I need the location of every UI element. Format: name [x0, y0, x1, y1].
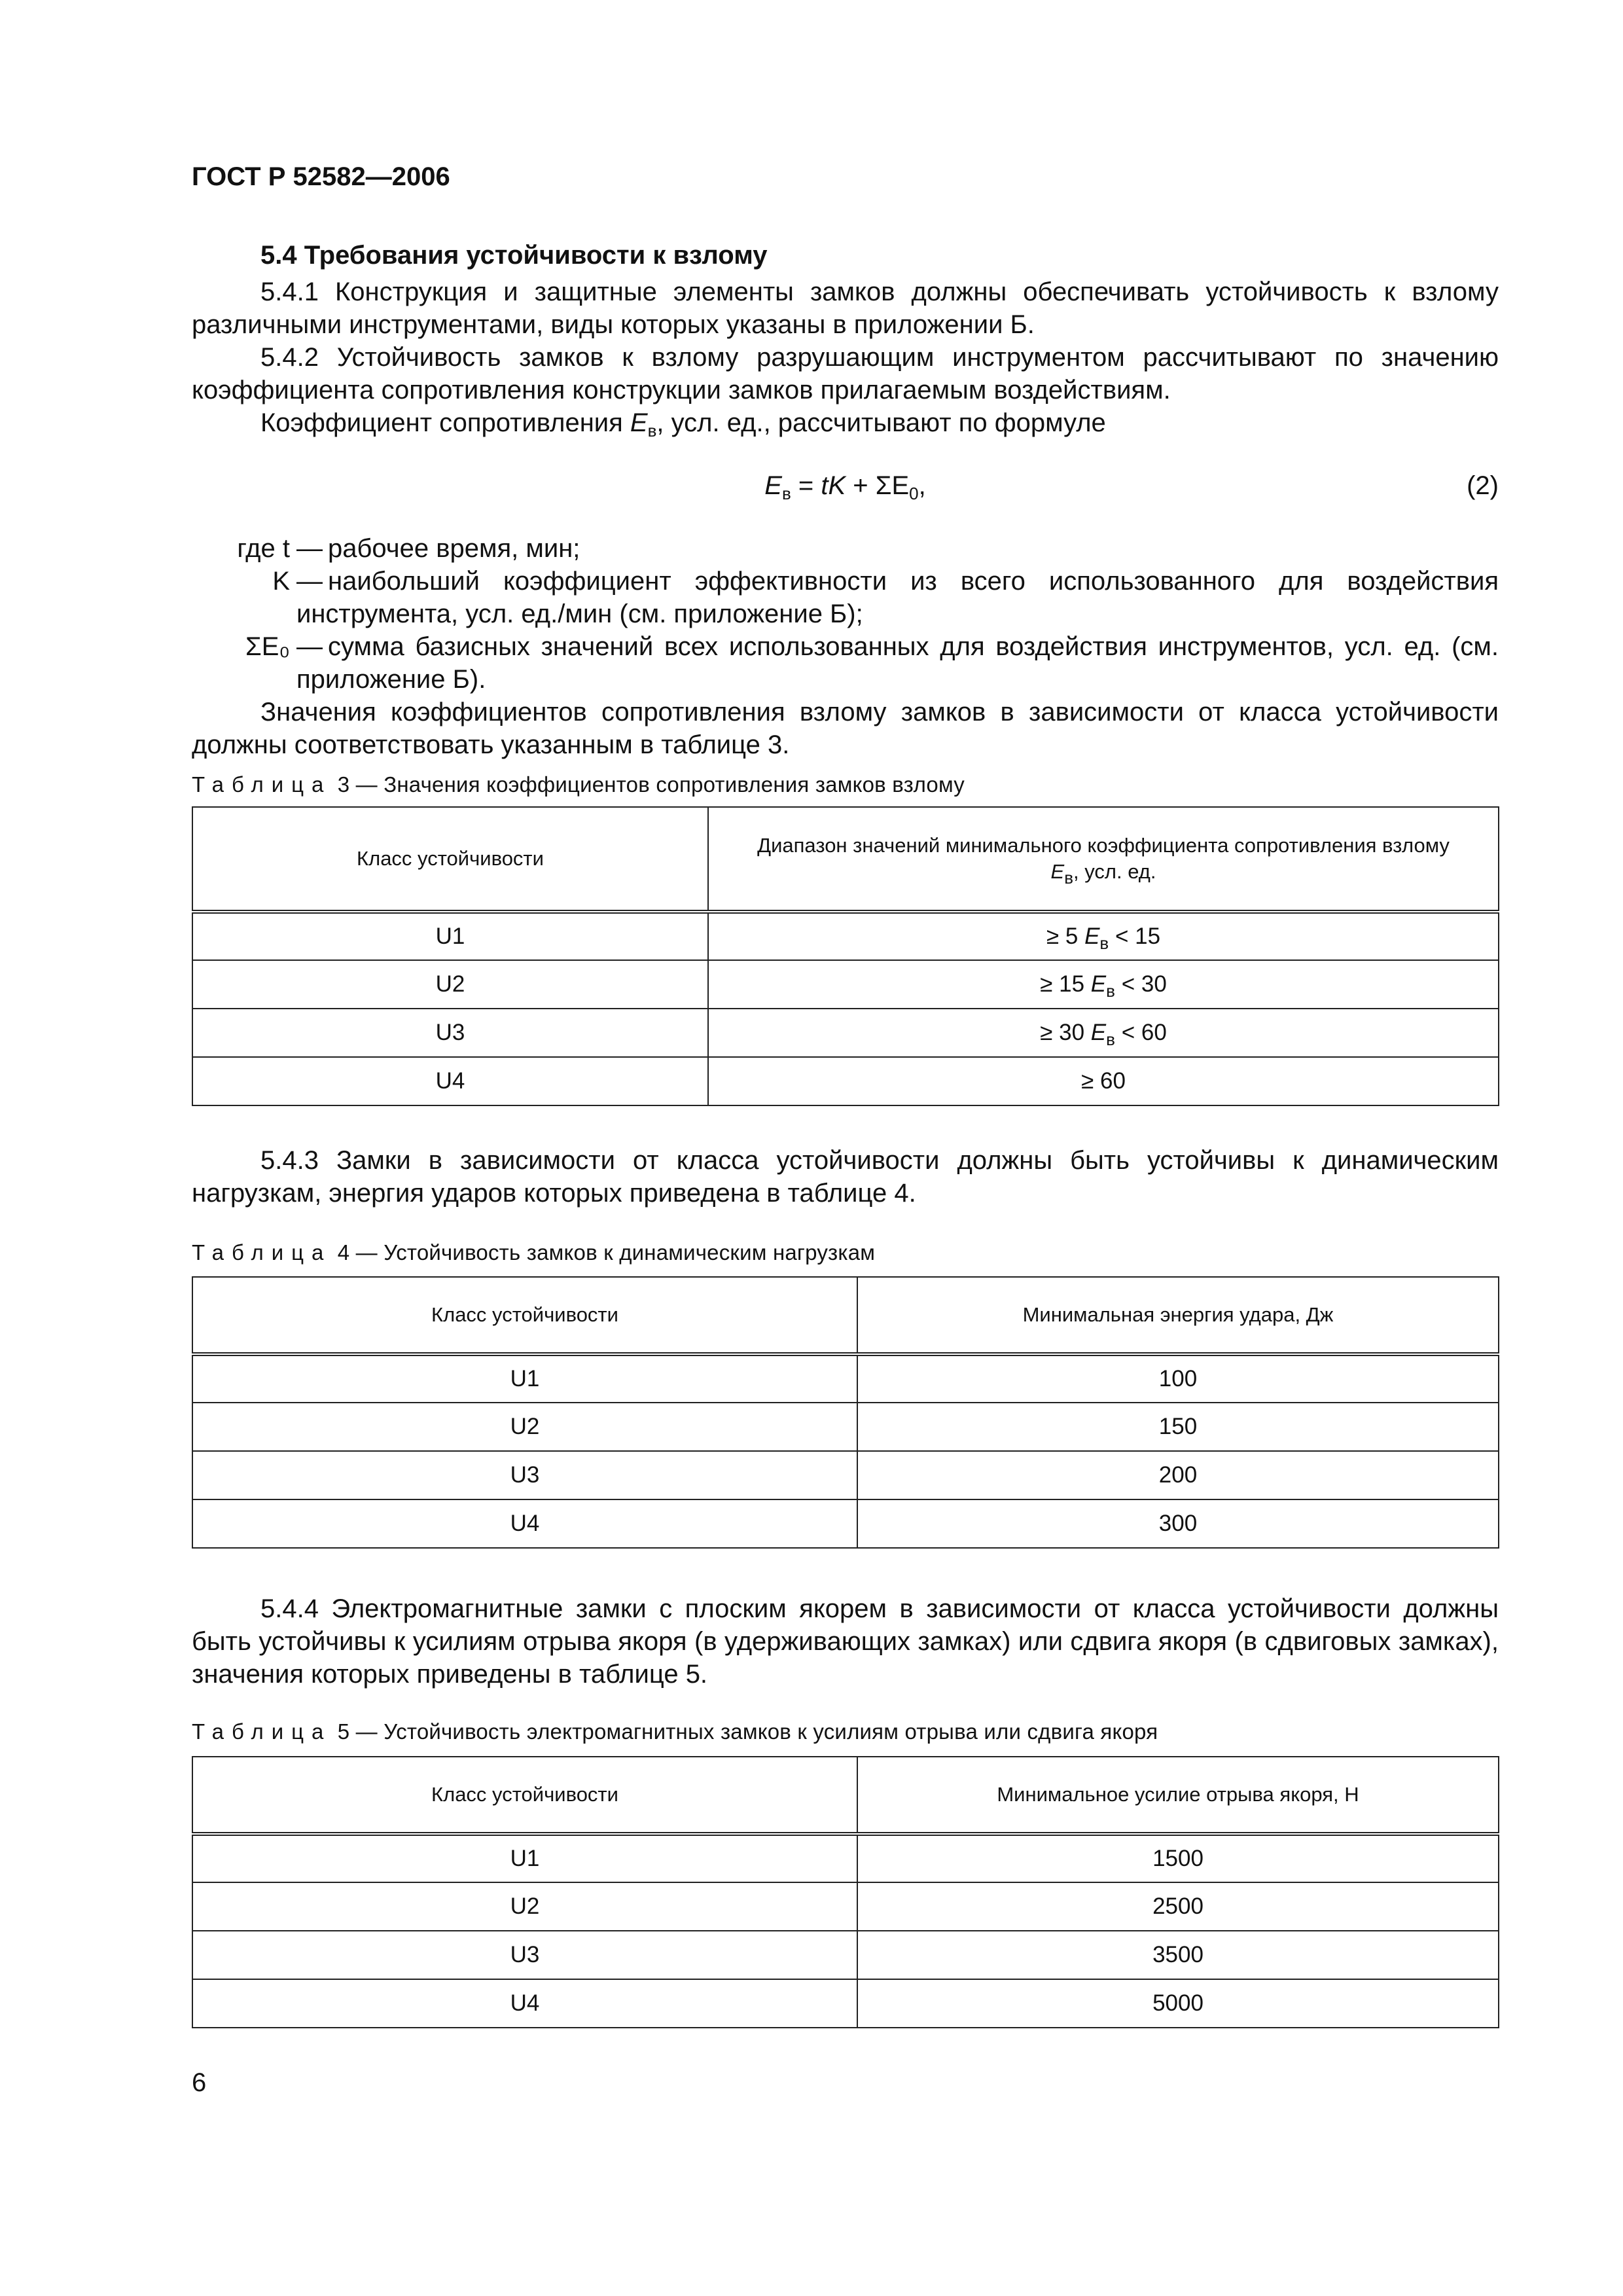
table4-cell-value: 300 [857, 1499, 1499, 1548]
table3-cell-class: U2 [192, 960, 708, 1009]
table4-caption [192, 1240, 875, 1265]
range-symbol: E [1084, 924, 1100, 949]
table4-cell-class: U2 [192, 1403, 857, 1451]
table3-col-class: Класс устойчивости [192, 807, 708, 912]
section-5-4-3 [192, 1144, 1499, 1210]
table-row [192, 1499, 1499, 1548]
where-text: наибольший коэффициент эффективности из всего использованного для воздействия инструмента, усл. ед./мин (см. приложение Б); [296, 567, 1499, 628]
table3-col-range-tail: , усл. ед. [1073, 860, 1156, 883]
formula-k: K [828, 471, 846, 500]
where-dash: — [296, 534, 323, 563]
table3-col-range-symbol: E [1050, 860, 1065, 883]
table5-cell-value: 3500 [857, 1931, 1499, 1979]
range-pre: ≥ 5 [1046, 924, 1085, 949]
table3-caption-word: Таблица [192, 772, 332, 797]
table3-cell-class: U3 [192, 1009, 708, 1057]
table3-header-row [192, 807, 1499, 912]
table5-header-row [192, 1757, 1499, 1834]
range-post: < 30 [1115, 971, 1167, 997]
table5-caption-text: 5 — Устойчивость электромагнитных замков к усилиям отрыва или сдвига якоря [337, 1719, 1158, 1744]
section-5-4 [192, 239, 1499, 761]
range-post: < 15 [1109, 924, 1161, 949]
table3-cell-range [708, 1009, 1499, 1057]
table4-cell-value: 200 [857, 1451, 1499, 1499]
coefficient-symbol: E [630, 408, 648, 437]
where-desc-e0 [296, 630, 1499, 696]
coefficient-intro-text: Коэффициент сопротивления [260, 408, 630, 437]
table3-col-range-text: Диапазон значений минимального коэффициента сопротивления взлому [757, 834, 1450, 857]
page-number: 6 [192, 2068, 207, 2097]
range-pre: ≥ 30 [1040, 1020, 1091, 1045]
table4-caption-text: 4 — Устойчивость замков к динамическим нагрузкам [337, 1240, 876, 1265]
formula-sum: + ΣE [846, 471, 910, 500]
range-sub: в [1106, 981, 1115, 1001]
where-list [192, 532, 1499, 696]
where-text: сумма базисных значений всех использованных для воздействия инструментов, усл. ед. (см. приложение Б). [296, 632, 1499, 694]
range-symbol: E [1090, 971, 1107, 997]
coefficient-subscript: в [647, 421, 657, 440]
formula-row [192, 469, 1499, 502]
paragraph-5-4-2: 5.4.2 Устойчивость замков к взлому разрушающим инструментом рассчитывают по значению коэффициента сопротивления конструкции замков прилагаемым воздействиям. [192, 343, 1499, 404]
where-desc-k [296, 565, 1499, 630]
table5-cell-value: 1500 [857, 1834, 1499, 1882]
table5-cell-class: U1 [192, 1834, 857, 1882]
table-row [192, 1009, 1499, 1057]
table3-caption-text: 3 — Значения коэффициентов сопротивления замков взлому [337, 772, 965, 797]
formula-comma: , [918, 471, 926, 500]
formula-lhs-sub: в [781, 484, 791, 503]
table5-caption-word: Таблица [192, 1719, 332, 1744]
paragraph-5-4-4: 5.4.4 Электромагнитные замки с плоским якорем в зависимости от класса устойчивости должны быть устойчивы к усилиям отрыва якоря (в удерживающих замках) или сдвига якоря (в сдвиговых замках), значения которых приведены в таблице 5. [192, 1594, 1499, 1689]
formula-t: t [821, 471, 829, 500]
table-row [192, 1834, 1499, 1882]
where-dash: — [296, 632, 323, 661]
coefficient-intro-tail: , усл. ед., рассчитывают по формуле [656, 408, 1106, 437]
table5-cell-value: 2500 [857, 1882, 1499, 1931]
table5-col-force: Минимальное усилие отрыва якоря, Н [857, 1757, 1499, 1834]
paragraph-values: Значения коэффициентов сопротивления взлому замков в зависимости от класса устойчивости должны соответствовать указанным в таблице 3. [192, 698, 1499, 759]
paragraph-5-4-1: 5.4.1 Конструкция и защитные элементы замков должны обеспечивать устойчивость к взлому различными инструментами, виды которых указаны в приложении Б. [192, 278, 1499, 339]
table3-cell-class: U1 [192, 912, 708, 960]
table4-cell-value: 150 [857, 1403, 1499, 1451]
table3-cell-class: U4 [192, 1057, 708, 1105]
table-row [192, 1451, 1499, 1499]
formula-lhs: E [764, 471, 782, 500]
table-row [192, 960, 1499, 1009]
table5 [192, 1756, 1499, 2028]
table3 [192, 806, 1499, 1106]
table5-caption [192, 1719, 1158, 1744]
section-heading: 5.4 Требования устойчивости к взлому [260, 241, 768, 270]
table5-cell-class: U4 [192, 1979, 857, 2028]
coefficient-intro [192, 406, 1499, 439]
table3-cell-range [708, 1057, 1499, 1105]
table3-cell-range [708, 960, 1499, 1009]
document-header: ГОСТ Р 52582—2006 [192, 162, 450, 191]
table4-cell-value: 100 [857, 1354, 1499, 1403]
table4-header-row [192, 1277, 1499, 1354]
where-symbol-e0: ΣE₀ [245, 632, 290, 661]
where-symbol-k: K [272, 567, 290, 596]
table4-cell-class: U4 [192, 1499, 857, 1548]
table5-cell-class: U2 [192, 1882, 857, 1931]
formula-equals: = [791, 471, 821, 500]
table5-cell-class: U3 [192, 1931, 857, 1979]
paragraph-5-4-3: 5.4.3 Замки в зависимости от класса устойчивости должны быть устойчивы к динамическим нагрузкам, энергия ударов которых приведена в таблице 4. [192, 1146, 1499, 1208]
range-sub: в [1099, 933, 1109, 953]
table-row [192, 1979, 1499, 2028]
formula [192, 469, 1499, 502]
table3-col-range-sub: в [1064, 868, 1074, 888]
where-symbol-t: где t [237, 534, 290, 563]
table-row [192, 1403, 1499, 1451]
table4-col-energy: Минимальная энергия удара, Дж [857, 1277, 1499, 1354]
table4-cell-class: U3 [192, 1451, 857, 1499]
range-symbol: E [1090, 1020, 1107, 1045]
table4 [192, 1276, 1499, 1549]
table4-col-class: Класс устойчивости [192, 1277, 857, 1354]
table-row [192, 1882, 1499, 1931]
section-5-4-4 [192, 1592, 1499, 1691]
where-dash: — [296, 567, 323, 596]
table4-caption-word: Таблица [192, 1240, 332, 1265]
table5-col-class: Класс устойчивости [192, 1757, 857, 1834]
formula-e0-sub: 0 [909, 484, 919, 503]
range-pre: ≥ 15 [1040, 971, 1091, 997]
table3-caption [192, 772, 965, 797]
table3-cell-range [708, 912, 1499, 960]
table3-col-range [708, 807, 1499, 912]
table-row [192, 1057, 1499, 1105]
where-desc-t [296, 532, 1499, 565]
table-row [192, 1354, 1499, 1403]
range-post: < 60 [1115, 1020, 1167, 1045]
where-text: рабочее время, мин; [328, 534, 580, 563]
table4-cell-class: U1 [192, 1354, 857, 1403]
table5-cell-value: 5000 [857, 1979, 1499, 2028]
range-pre: ≥ 60 [1081, 1068, 1126, 1094]
formula-number: (2) [1467, 471, 1499, 500]
table-row [192, 1931, 1499, 1979]
range-sub: в [1106, 1030, 1115, 1049]
table-row [192, 912, 1499, 960]
